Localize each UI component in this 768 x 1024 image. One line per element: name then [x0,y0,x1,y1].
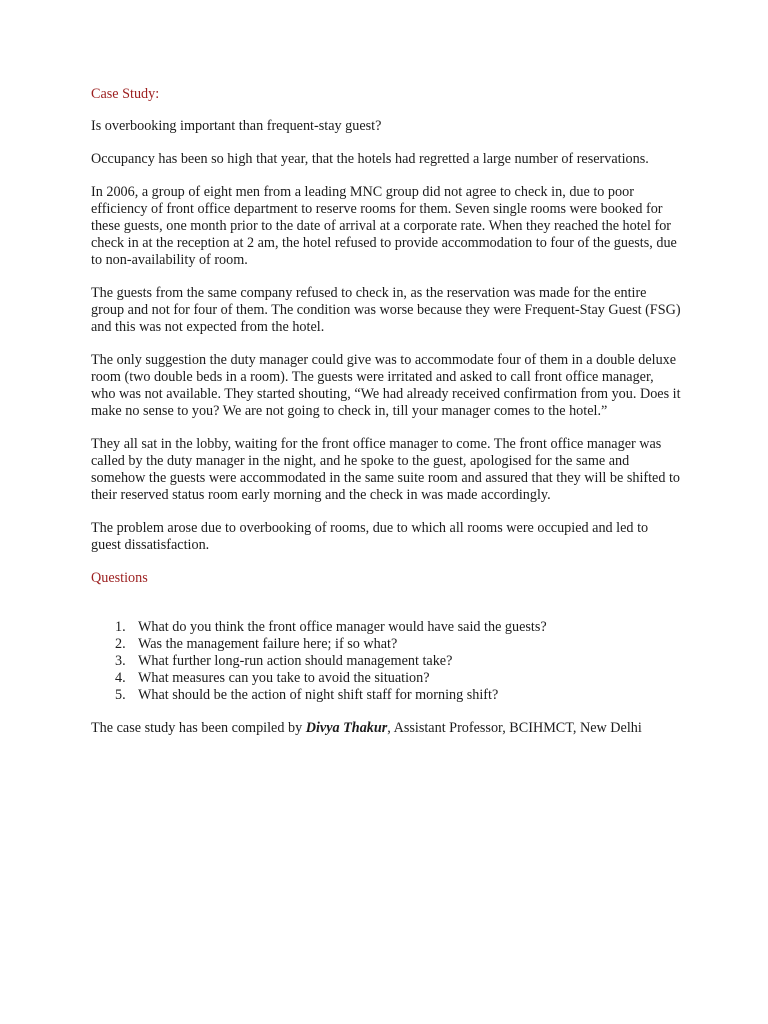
question-text: What further long-run action should management take? [138,653,453,669]
question-number: 1. [115,619,126,635]
credit-line [91,720,681,737]
paragraph-lobby: They all sat in the lobby, waiting for the front office manager to come. The front office manager was called by the duty manager in the night, and he spoke to the guest, apologised for the same and somehow the guests were accommodated in the same suite room and assured that they will be shifted to their reserved status room early morning and the check in was made accordingly. [91,436,681,503]
list-item [91,636,681,653]
paragraph-duty-manager: The only suggestion the duty manager could give was to accommodate four of them in a double deluxe room (two double beds in a room). The guests were irritated and asked to call front office manager, who was not available. They started shouting, “We had already received confirmation from you. Does it make no sense to you? We are not going to check in, till your manager comes to the hotel.” [91,352,681,419]
question-number: 5. [115,687,126,703]
paragraph-occupancy: Occupancy has been so high that year, that the hotels had regretted a large number of reservations. [91,151,649,167]
question-number: 2. [115,636,126,652]
title-question: Is overbooking important than frequent-stay guest? [91,118,382,134]
paragraph-problem: The problem arose due to overbooking of rooms, due to which all rooms were occupied and led to guest dissatisfaction. [91,520,649,553]
question-text: What should be the action of night shift staff for morning shift? [138,687,499,703]
list-item [91,619,681,636]
question-number: 4. [115,670,126,686]
author-name: Divya Thakur [305,720,388,736]
question-number: 3. [115,653,126,669]
question-text: What measures can you take to avoid the situation? [138,670,430,686]
credit-prefix: The case study has been compiled by [91,720,306,736]
question-text: What do you think the front office manager would have said the guests? [138,619,547,635]
question-text: Was the management failure here; if so what? [138,636,398,652]
paragraph-refusal: The guests from the same company refused to check in, as the reservation was made for the entire group and not for four of them. The condition was worse because they were Frequent-Stay Guest (FSG) and this was not expected from the hotel. [91,285,681,335]
paragraph-incident: In 2006, a group of eight men from a leading MNC group did not agree to check in, due to poor efficiency of front office department to reserve rooms for them. Seven single rooms were booked for these guests, one month prior to the date of arrival at a corporate rate. When they reached the hotel for check in at the reception at 2 am, the hotel refused to provide accommodation to four of the guests, due to non-availability of room. [91,184,677,268]
list-item [91,687,681,704]
list-item [91,653,681,670]
credit-suffix: , Assistant Professor, BCIHMCT, New Delhi [387,720,642,736]
questions-list [91,619,681,704]
list-item [91,670,681,687]
case-study-heading: Case Study: [91,86,160,102]
questions-heading: Questions [91,570,148,586]
document-page [91,86,681,753]
